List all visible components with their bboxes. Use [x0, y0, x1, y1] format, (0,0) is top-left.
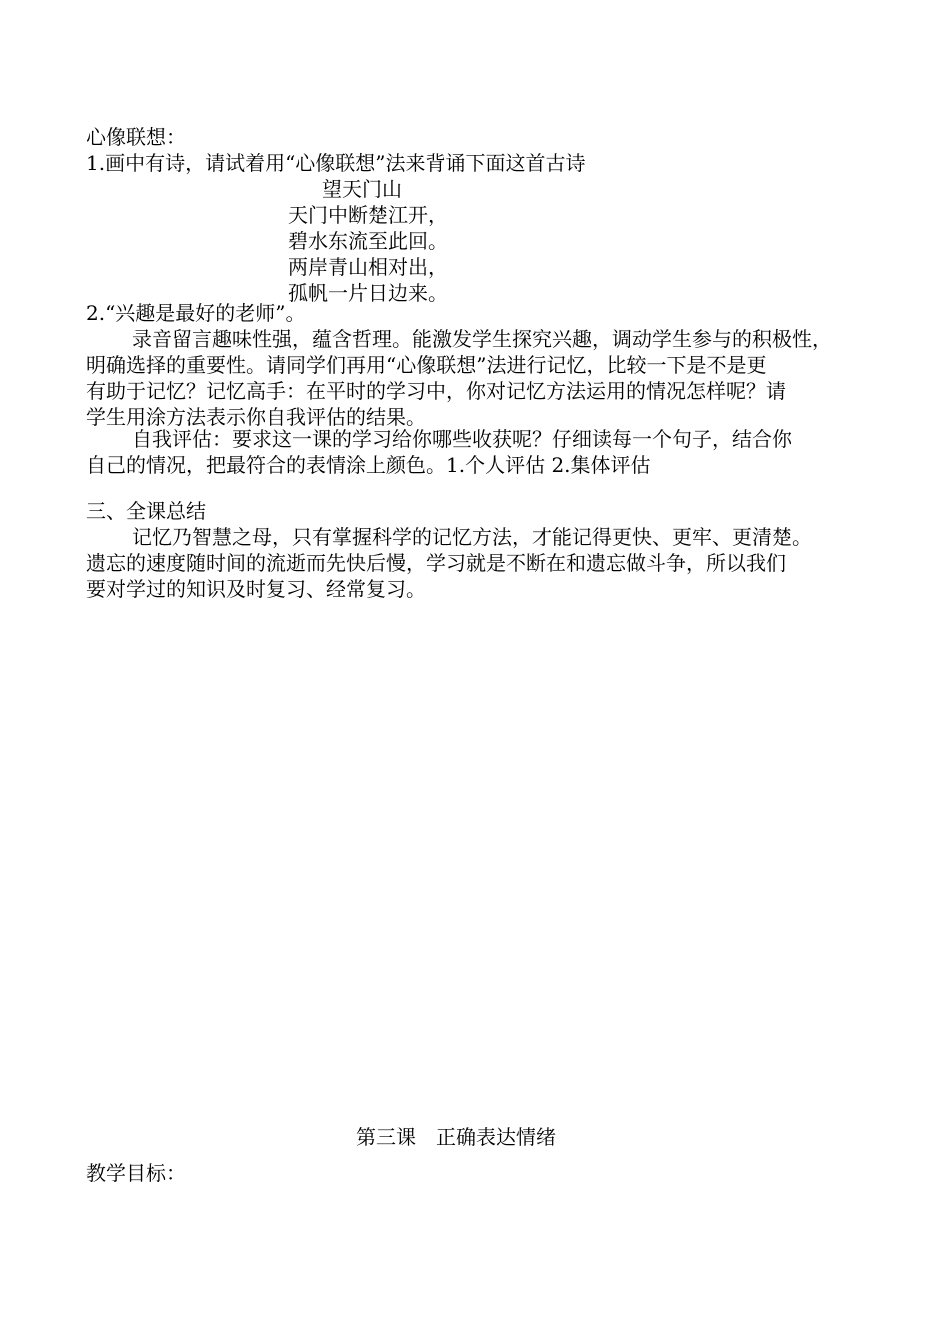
paragraph-line: 明确选择的重要性。请同学们再用“心像联想”法进行记忆，比较一下是不是更	[86, 353, 767, 377]
poem-title: 望天门山	[322, 177, 402, 201]
poem-line: 碧水东流至此回。	[288, 229, 448, 253]
poem-line: 两岸青山相对出，	[288, 255, 448, 279]
paragraph-line: 有助于记忆？记忆高手：在平时的学习中，你对记忆方法运用的情况怎样呢？请	[86, 379, 786, 403]
item-1-text: 1.画中有诗，请试着用“心像联想”法来背诵下面这首古诗	[86, 151, 586, 175]
lesson-title: 第三课 正确表达情绪	[356, 1125, 556, 1149]
paragraph-line: 要对学过的知识及时复习、经常复习。	[86, 577, 426, 601]
paragraph-line: 自我评估：要求这一课的学习给你哪些收获呢？仔细读每一个句子，结合你	[132, 427, 792, 451]
poem-line: 孤帆一片日边来。	[288, 281, 448, 305]
paragraph-line: 记忆乃智慧之母，只有掌握科学的记忆方法，才能记得更快、更牢、更清楚。	[132, 525, 812, 549]
poem-line: 天门中断楚江开，	[288, 203, 448, 227]
objectives-label: 教学目标：	[86, 1161, 186, 1185]
paragraph-line: 录音留言趣味性强，蕴含哲理。能激发学生探究兴趣，调动学生参与的积极性，	[132, 327, 832, 351]
section-heading-summary: 三、全课总结	[86, 499, 206, 523]
section-heading-mind-image: 心像联想：	[86, 125, 186, 149]
paragraph-line: 学生用涂方法表示你自我评估的结果。	[86, 405, 426, 429]
paragraph-line: 自己的情况，把最符合的表情涂上颜色。1.个人评估 2.集体评估	[86, 453, 651, 477]
paragraph-line: 遗忘的速度随时间的流逝而先快后慢，学习就是不断在和遗忘做斗争，所以我们	[86, 551, 786, 575]
item-2-text: 2.“兴趣是最好的老师”。	[86, 301, 306, 325]
